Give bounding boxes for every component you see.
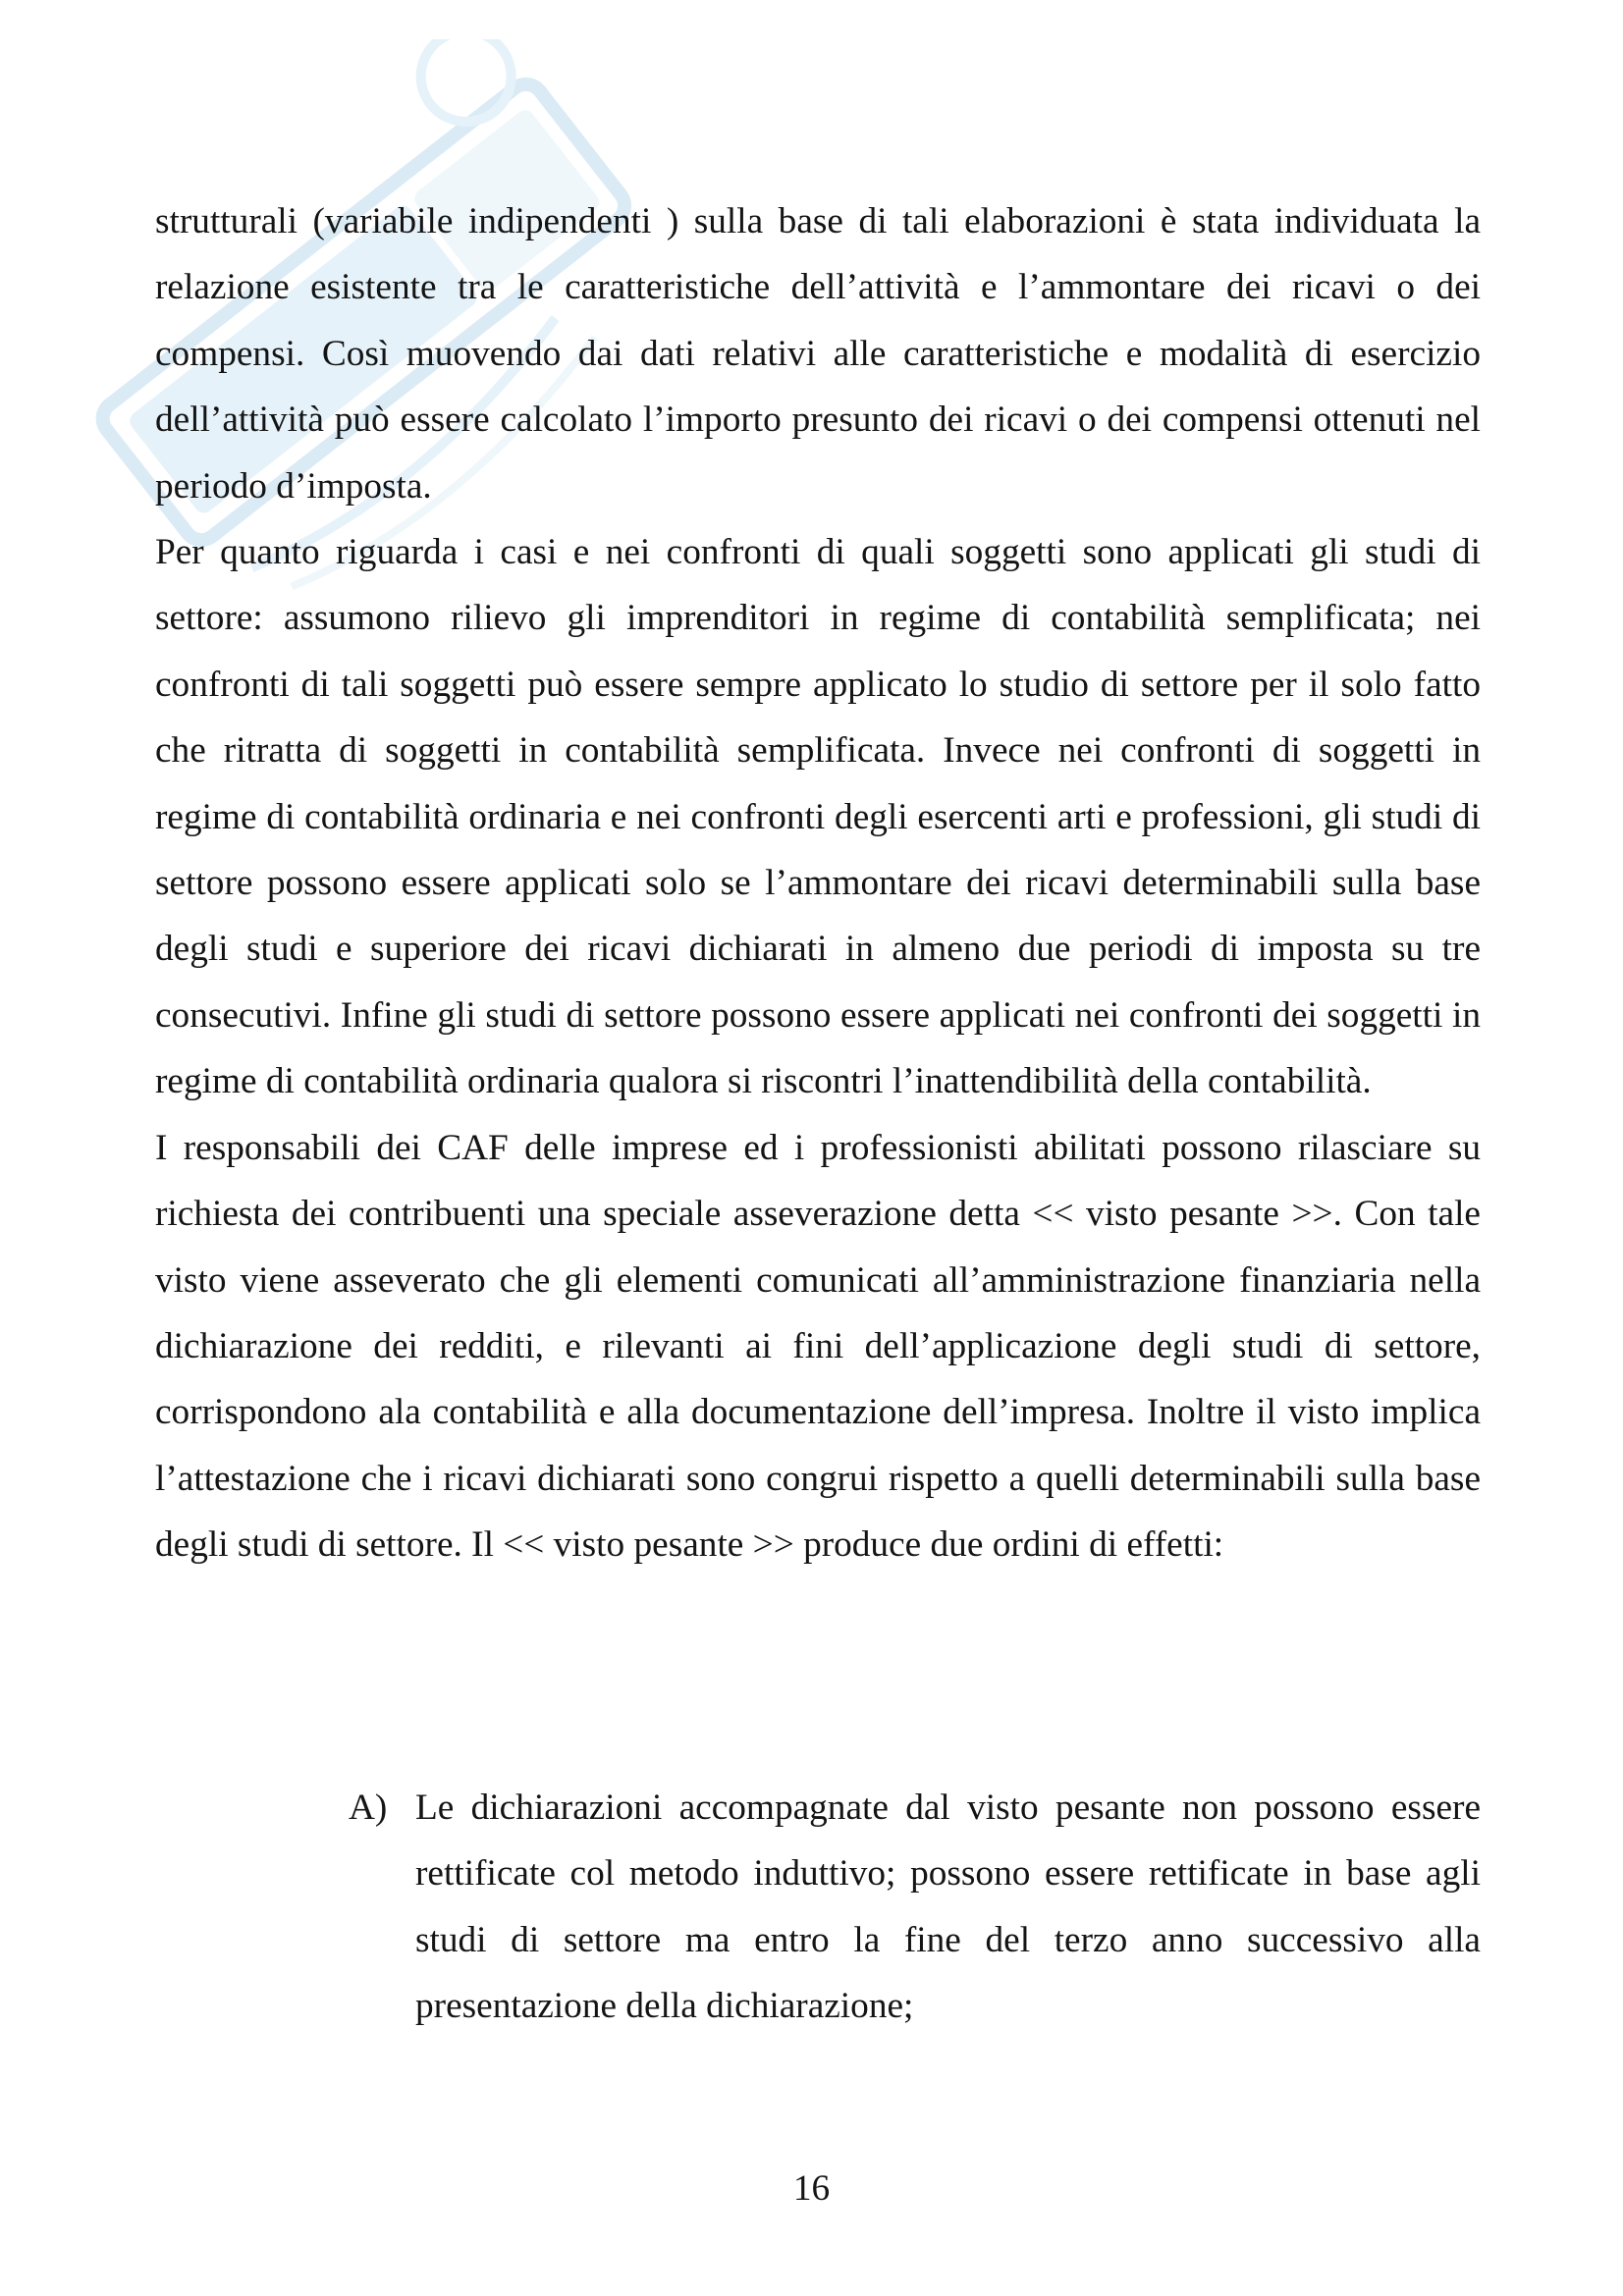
list-item: [349, 1775, 1481, 2040]
paragraph: I responsabili dei CAF delle imprese ed i professionisti abilitati possono rilasciare su richiesta dei contribuenti una speciale asseverazione detta << visto pesante >>. Con tale visto viene asseverato che gli elementi comunicati all’amministrazione finanziaria nella dichiarazione dei redditi, e rilevanti ai fini dell’applicazione degli studi di settore, corrispondono ala contabilità e alla documentazione dell’impresa. Inoltre il visto implica l’attestazione che i ricavi dichiarati sono congrui rispetto a quelli determinabili sulla base degli studi di settore. Il << visto pesante >> produce due ordini di effetti:: [155, 1127, 1481, 1566]
paragraph: Per quanto riguarda i casi e nei confronti di quali soggetti sono applicati gli studi di settore: assumono rilievo gli imprenditori in regime di contabilità semplificata; nei confronti di tali soggetti può essere sempre applicato lo studio di settore per il solo fatto che ritratta di soggetti in contabilità semplificata. Invece nei confronti di soggetti in regime di contabilità ordinaria e nei confronti degli esercenti arti e professioni, gli studi di settore possono essere applicati solo se l’ammontare dei ricavi determinabili sulla base degli studi e superiore dei ricavi dichiarati in almeno due periodi di imposta su tre consecutivi. Infine gli studi di settore possono essere applicati nei confronti dei soggetti in regime di contabilità ordinaria qualora si riscontri l’inattendibilità della contabilità.: [155, 532, 1481, 1102]
page-number: 16: [792, 2168, 831, 2209]
list-item-text: Le dichiarazioni accompagnate dal visto pesante non possono essere rettificate col metodo induttivo; possono essere rettificate in base agli studi di settore ma entro la fine del terzo anno successivo alla presentazione della dichiarazione;: [415, 1788, 1481, 2027]
body-text: [155, 188, 1481, 1578]
paragraph: strutturali (variabile indipendenti ) sulla base di tali elaborazioni è stata individuata la relazione esistente tra le caratteristiche dell’attività e l’ammontare dei ricavi o dei compensi. Così muovendo dai dati relativi alle caratteristiche e modalità di esercizio dell’attività può essere calcolato l’importo presunto dei ricavi o dei compensi ottenuti nel periodo d’imposta.: [155, 201, 1481, 507]
list-marker: A): [349, 1788, 388, 1828]
effects-list: [349, 1775, 1481, 2040]
